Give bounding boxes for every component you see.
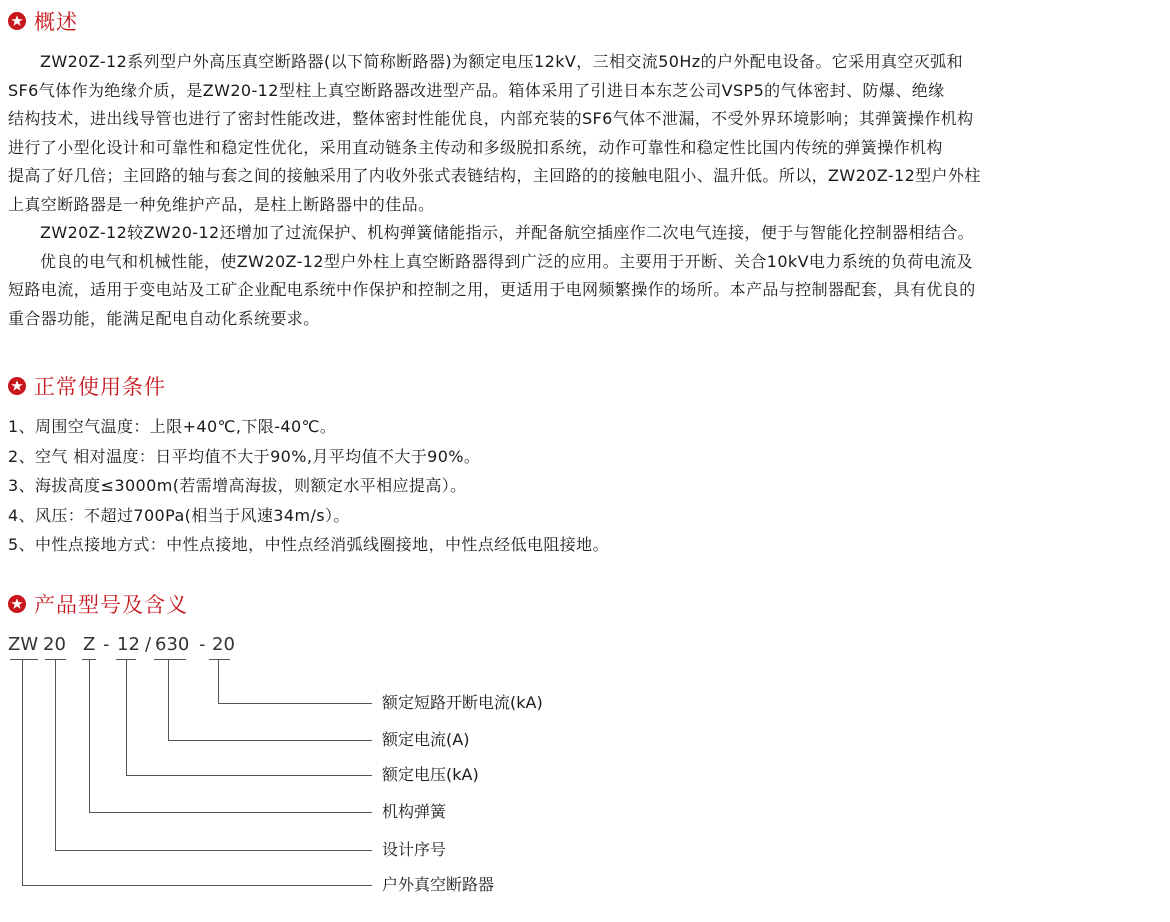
code-part-breaking-current: 20 [212, 634, 235, 655]
section-title-text: 正常使用条件 [34, 375, 166, 399]
overview-line: 结构技术，进出线导管也进行了密封性能改进，整体密封性能优良，内部充装的SF6气体不泄漏，不受外界环境影响；其弹簧操作机构 [8, 109, 974, 128]
code-part-mechanism: Z [83, 634, 96, 655]
leader-mechanism [90, 660, 373, 813]
condition-item: 3、海拔高度≤3000m(若需增高海拔，则额定水平相应提高）。 [8, 476, 467, 495]
leader-voltage [127, 660, 373, 776]
condition-item: 5、中性点接地方式：中性点接地，中性点经消弧线圈接地，中性点经低电阻接地。 [8, 535, 609, 554]
overview-line: 优良的电气和机械性能，使ZW20Z-12型户外柱上真空断路器得到广泛的应用。主要用于开断、关合10kV电力系统的负荷电流及 [40, 251, 973, 271]
meaning-spring-mechanism: 机构弹簧 [382, 802, 447, 821]
leader-breaking-current [219, 660, 373, 704]
meaning-design-number: 设计序号 [382, 840, 447, 859]
code-part-series: ZW [8, 634, 39, 655]
overview-line: 重合器功能，能满足配电自动化系统要求。 [8, 308, 320, 328]
overview-line: ZW20Z-12系列型户外高压真空断路器(以下简称断路器)为额定电压12kV，三相交流50Hz的户外配电设备。它采用真空灭弧和 [40, 52, 963, 71]
overview-line: 提高了好几倍；主回路的轴与套之间的接触采用了内收外张式表链结构，主回路的的接触电阻小、温升低。所以，ZW20Z-12型户外柱 [8, 166, 981, 185]
code-part-dash: - [103, 634, 110, 655]
meaning-breaking-current: 额定短路开断电流(kA) [382, 693, 543, 712]
meaning-rated-voltage: 额定电压(kA) [382, 765, 479, 784]
section-title-text: 产品型号及含义 [34, 593, 188, 617]
overview-line: 短路电流，适用于变电站及工矿企业配电系统中作保护和控制之用，更适用于电网频繁操作的场所。本产品与控制器配套，具有优良的 [8, 280, 976, 299]
meaning-rated-current: 额定电流(A) [382, 730, 470, 749]
leader-current [169, 660, 373, 741]
overview-line: 进行了小型化设计和可靠性和稳定性优化，采用直动链条主传动和多级脱扣系统，动作可靠性和稳定性比国内传统的弹簧操作机构 [8, 137, 943, 157]
section-title-text: 概述 [34, 10, 78, 34]
overview-line: ZW20Z-12较ZW20-12还增加了过流保护、机构弹簧储能指示，并配备航空插座作二次电气连接，便于与智能化控制器相结合。 [40, 223, 975, 242]
overview-line: SF6气体作为绝缘介质，是ZW20-12型柱上真空断路器改进型产品。箱体采用了引进日本东芝公司VSP5的气体密封、防爆、绝缘 [8, 80, 945, 100]
code-part-current: 630 [155, 634, 190, 655]
code-part-design-number: 20 [43, 634, 66, 655]
code-part-voltage: 12 [117, 634, 140, 655]
code-part-slash: / [145, 634, 152, 655]
condition-item: 2、空气 相对温度：日平均值不大于90%,月平均值不大于90%。 [8, 446, 481, 466]
meaning-outdoor-vacuum-breaker: 户外真空断路器 [382, 875, 495, 894]
overview-line: 上真空断路器是一种免维护产品，是柱上断路器中的佳品。 [8, 194, 435, 214]
condition-item: 4、风压：不超过700Pa(相当于风速34m/s）。 [8, 505, 350, 525]
leader-series [23, 660, 373, 886]
condition-item: 1、周围空气温度：上限+40℃,下限-40℃。 [8, 417, 337, 436]
leader-design-number [56, 660, 373, 851]
code-part-dash: - [199, 634, 206, 655]
